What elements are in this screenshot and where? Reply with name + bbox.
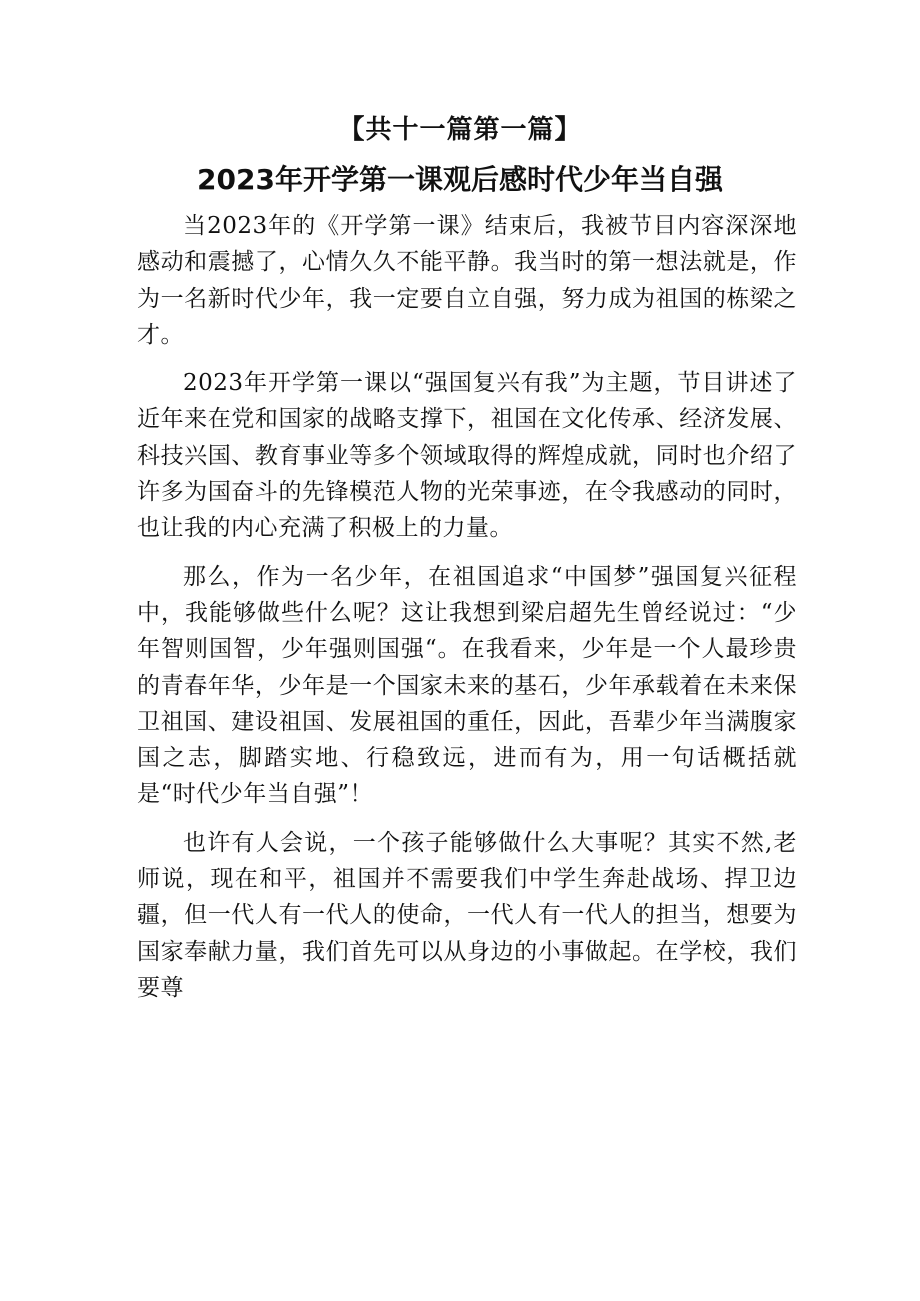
paragraph-1: 当2023年的《开学第一课》结束后，我被节目内容深深地感动和震撼了，心情久久不能平静。我当时的第一想法就是，作为一名新时代少年，我一定要自立自强，努力成为祖国的栋梁之才。 — [137, 213, 797, 348]
document-body — [137, 208, 797, 1006]
document-title: 2023年开学第一课观后感时代少年当自强 — [197, 163, 723, 196]
paragraph-4: 也许有人会说，一个孩子能够做什么大事呢？其实不然,老师说，现在和平，祖国并不需要我们中学生奔赴战场、捍卫边疆，但一代人有一代人的使命，一代人有一代人的担当，想要为国家奉献力量，我们首先可以从身边的小事做起。在学校，我们要尊 — [137, 829, 797, 1001]
paragraph-2: 2023年开学第一课以“强国复兴有我”为主题，节目讲述了近年来在党和国家的战略支撑下，祖国在文化传承、经济发展、科技兴国、教育事业等多个领域取得的辉煌成就，同时也介绍了许多为国奋斗的先锋模范人物的光荣事迹，在令我感动的同时，也让我的内心充满了积极上的力量。 — [137, 370, 797, 542]
series-title: 【共十一篇第一篇】 — [338, 115, 582, 145]
paragraph-3: 那么，作为一名少年，在祖国追求“中国梦”强国复兴征程中，我能够做些什么呢？这让我想到梁启超先生曾经说过：“少年智则国智，少年强则国强“。在我看来，少年是一个人最珍贵的青春年华，少年是一个国家未来的基石，少年承载着在未来保卫祖国、建设祖国、发展祖国的重任，因此，吾辈少年当满腹家国之志，脚踏实地、行稳致远，进而有为，用一句话概括就是“时代少年当自强”！ — [137, 563, 797, 808]
